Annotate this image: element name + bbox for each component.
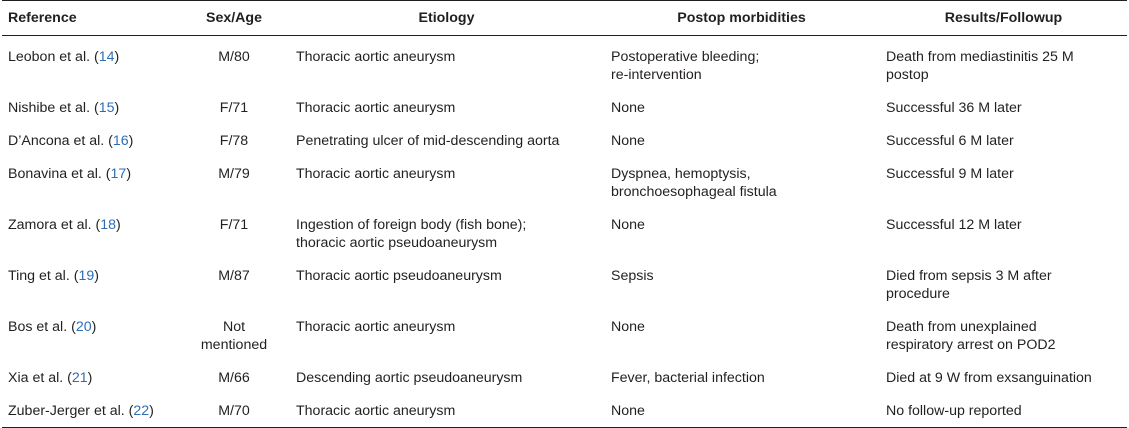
citation-link[interactable]: 15 bbox=[98, 100, 115, 116]
cell-postop-morbidities-line: bronchoesophageal fistula bbox=[611, 184, 777, 200]
cell-reference bbox=[2, 90, 178, 123]
cell-sex-age bbox=[178, 36, 288, 91]
cell-reference bbox=[2, 258, 178, 309]
header-reference: Reference bbox=[8, 10, 77, 26]
cell-etiology bbox=[288, 156, 603, 207]
header-row bbox=[2, 1, 1127, 36]
cell-reference bbox=[2, 360, 178, 393]
reference-close-paren: ) bbox=[94, 268, 99, 284]
cell-postop-morbidities-line: None bbox=[611, 319, 645, 335]
table-row bbox=[2, 360, 1127, 393]
cell-sex-age bbox=[178, 360, 288, 393]
cell-etiology bbox=[288, 207, 603, 258]
cell-results-followup-line: Died at 9 W from exsanguination bbox=[886, 370, 1092, 386]
cell-sex-age-line: F/78 bbox=[219, 133, 249, 149]
cell-reference bbox=[2, 123, 178, 156]
table-row bbox=[2, 156, 1127, 207]
cell-postop-morbidities-line: re-intervention bbox=[611, 67, 702, 83]
cell-sex-age-line: M/80 bbox=[218, 49, 250, 65]
cell-results-followup-line: Death from unexplained bbox=[886, 319, 1037, 335]
case-reports-table bbox=[2, 0, 1127, 428]
cell-etiology bbox=[288, 258, 603, 309]
cell-etiology-line: Penetrating ulcer of mid-descending aorta bbox=[296, 133, 560, 149]
cell-postop-morbidities bbox=[603, 393, 878, 428]
reference-close-paren: ) bbox=[116, 217, 121, 233]
citation-link[interactable]: 16 bbox=[112, 133, 129, 149]
reference-author: Nishibe et al. ( bbox=[8, 100, 99, 116]
cell-postop-morbidities-line: None bbox=[611, 133, 645, 149]
cell-results-followup-line: procedure bbox=[886, 286, 950, 302]
cell-sex-age bbox=[178, 123, 288, 156]
citation-link[interactable]: 21 bbox=[71, 370, 88, 386]
reference-author: Ting et al. ( bbox=[8, 268, 79, 284]
cell-etiology bbox=[288, 393, 603, 428]
cell-results-followup bbox=[878, 156, 1127, 207]
reference-close-paren: ) bbox=[149, 403, 154, 419]
cell-results-followup-line: Death from mediastinitis 25 M bbox=[886, 49, 1074, 65]
cell-results-followup-line: Successful 9 M later bbox=[886, 166, 1014, 182]
cell-results-followup-line: Successful 36 M later bbox=[886, 100, 1022, 116]
citation-link[interactable]: 19 bbox=[78, 268, 95, 284]
cell-results-followup-line: respiratory arrest on POD2 bbox=[886, 337, 1056, 353]
table-row bbox=[2, 393, 1127, 428]
cell-results-followup-line: Successful 6 M later bbox=[886, 133, 1014, 149]
reference-close-paren: ) bbox=[114, 100, 120, 116]
cell-postop-morbidities bbox=[603, 156, 878, 207]
cell-results-followup-line: Successful 12 M later bbox=[886, 217, 1022, 233]
cell-results-followup bbox=[878, 36, 1127, 91]
reference-close-paren: ) bbox=[87, 370, 93, 386]
cell-results-followup bbox=[878, 90, 1127, 123]
cell-sex-age bbox=[178, 90, 288, 123]
reference-author: D’Ancona et al. ( bbox=[8, 133, 113, 149]
citation-link[interactable]: 22 bbox=[133, 403, 150, 419]
citation-link[interactable]: 20 bbox=[75, 319, 92, 335]
cell-reference bbox=[2, 309, 178, 360]
cell-postop-morbidities bbox=[603, 258, 878, 309]
table-row bbox=[2, 90, 1127, 123]
cell-postop-morbidities-line: Dyspnea, hemoptysis, bbox=[611, 166, 751, 182]
citation-link[interactable]: 14 bbox=[98, 49, 115, 65]
cell-etiology bbox=[288, 360, 603, 393]
cell-sex-age-line: Not bbox=[222, 319, 246, 335]
cell-results-followup-line: postop bbox=[886, 67, 929, 83]
cell-postop-morbidities bbox=[603, 309, 878, 360]
reference-close-paren: ) bbox=[126, 166, 132, 182]
cell-etiology-line: Descending aortic pseudoaneurysm bbox=[296, 370, 523, 386]
table-row bbox=[2, 123, 1127, 156]
cell-etiology-line: Thoracic aortic aneurysm bbox=[296, 166, 456, 182]
cell-postop-morbidities bbox=[603, 360, 878, 393]
reference-close-paren: ) bbox=[114, 49, 120, 65]
table-row bbox=[2, 207, 1127, 258]
table-body bbox=[2, 36, 1127, 428]
cell-sex-age-line: F/71 bbox=[219, 100, 249, 116]
cell-sex-age bbox=[178, 393, 288, 428]
reference-author: Leobon et al. ( bbox=[8, 49, 99, 65]
reference-author: Bos et al. ( bbox=[8, 319, 76, 335]
cell-results-followup-line: No follow-up reported bbox=[886, 403, 1022, 419]
cell-sex-age bbox=[178, 258, 288, 309]
cell-postop-morbidities-line: Sepsis bbox=[611, 268, 654, 284]
cell-postop-morbidities-line: None bbox=[611, 403, 645, 419]
cell-sex-age-line: M/79 bbox=[218, 166, 250, 182]
table-row bbox=[2, 36, 1127, 91]
cell-results-followup bbox=[878, 360, 1127, 393]
reference-close-paren: ) bbox=[128, 133, 134, 149]
cell-etiology-line: thoracic aortic pseudoaneurysm bbox=[296, 235, 498, 251]
header-postop-morbidities: Postop morbidities bbox=[677, 10, 806, 26]
cell-etiology bbox=[288, 123, 603, 156]
header-sex-age: Sex/Age bbox=[206, 10, 262, 26]
cell-sex-age-line: M/66 bbox=[218, 370, 250, 386]
cell-sex-age bbox=[178, 309, 288, 360]
cell-etiology bbox=[288, 90, 603, 123]
cell-postop-morbidities bbox=[603, 36, 878, 91]
citation-link[interactable]: 17 bbox=[110, 166, 127, 182]
cell-etiology-line: Thoracic aortic pseudoaneurysm bbox=[296, 268, 502, 284]
cell-etiology bbox=[288, 309, 603, 360]
cell-postop-morbidities bbox=[603, 123, 878, 156]
cell-results-followup-line: Died from sepsis 3 M after bbox=[886, 268, 1052, 284]
cell-etiology-line: Thoracic aortic aneurysm bbox=[296, 403, 456, 419]
header-results-followup: Results/Followup bbox=[944, 10, 1063, 26]
cell-postop-morbidities bbox=[603, 207, 878, 258]
citation-link[interactable]: 18 bbox=[100, 217, 117, 233]
cell-reference bbox=[2, 393, 178, 428]
reference-author: Bonavina et al. ( bbox=[8, 166, 111, 182]
header-etiology: Etiology bbox=[418, 10, 475, 26]
table-row bbox=[2, 258, 1127, 309]
cell-postop-morbidities-line: Postoperative bleeding; bbox=[611, 49, 760, 65]
cell-postop-morbidities bbox=[603, 90, 878, 123]
cell-etiology-line: Thoracic aortic aneurysm bbox=[296, 100, 456, 116]
cell-sex-age bbox=[178, 207, 288, 258]
cell-results-followup bbox=[878, 309, 1127, 360]
cell-etiology bbox=[288, 36, 603, 91]
cell-etiology-line: Thoracic aortic aneurysm bbox=[296, 319, 456, 335]
cell-postop-morbidities-line: None bbox=[611, 217, 645, 233]
table-header bbox=[2, 1, 1127, 36]
cell-sex-age-line: M/70 bbox=[218, 403, 250, 419]
reference-author: Zamora et al. ( bbox=[8, 217, 101, 233]
cell-sex-age-line: F/71 bbox=[219, 217, 249, 233]
cell-etiology-line: Ingestion of foreign body (fish bone); bbox=[296, 217, 527, 233]
cell-results-followup bbox=[878, 123, 1127, 156]
table-row bbox=[2, 309, 1127, 360]
cell-results-followup bbox=[878, 393, 1127, 428]
reference-author: Xia et al. ( bbox=[8, 370, 72, 386]
cell-results-followup bbox=[878, 207, 1127, 258]
cell-sex-age-line: M/87 bbox=[218, 268, 250, 284]
cell-sex-age bbox=[178, 156, 288, 207]
cell-reference bbox=[2, 156, 178, 207]
cell-reference bbox=[2, 36, 178, 91]
cell-postop-morbidities-line: None bbox=[611, 100, 645, 116]
cell-results-followup bbox=[878, 258, 1127, 309]
reference-author: Zuber-Jerger et al. ( bbox=[8, 403, 134, 419]
cell-reference bbox=[2, 207, 178, 258]
reference-close-paren: ) bbox=[91, 319, 97, 335]
cell-etiology-line: Thoracic aortic aneurysm bbox=[296, 49, 456, 65]
cell-postop-morbidities-line: Fever, bacterial infection bbox=[611, 370, 765, 386]
cell-sex-age-line: mentioned bbox=[200, 337, 268, 353]
